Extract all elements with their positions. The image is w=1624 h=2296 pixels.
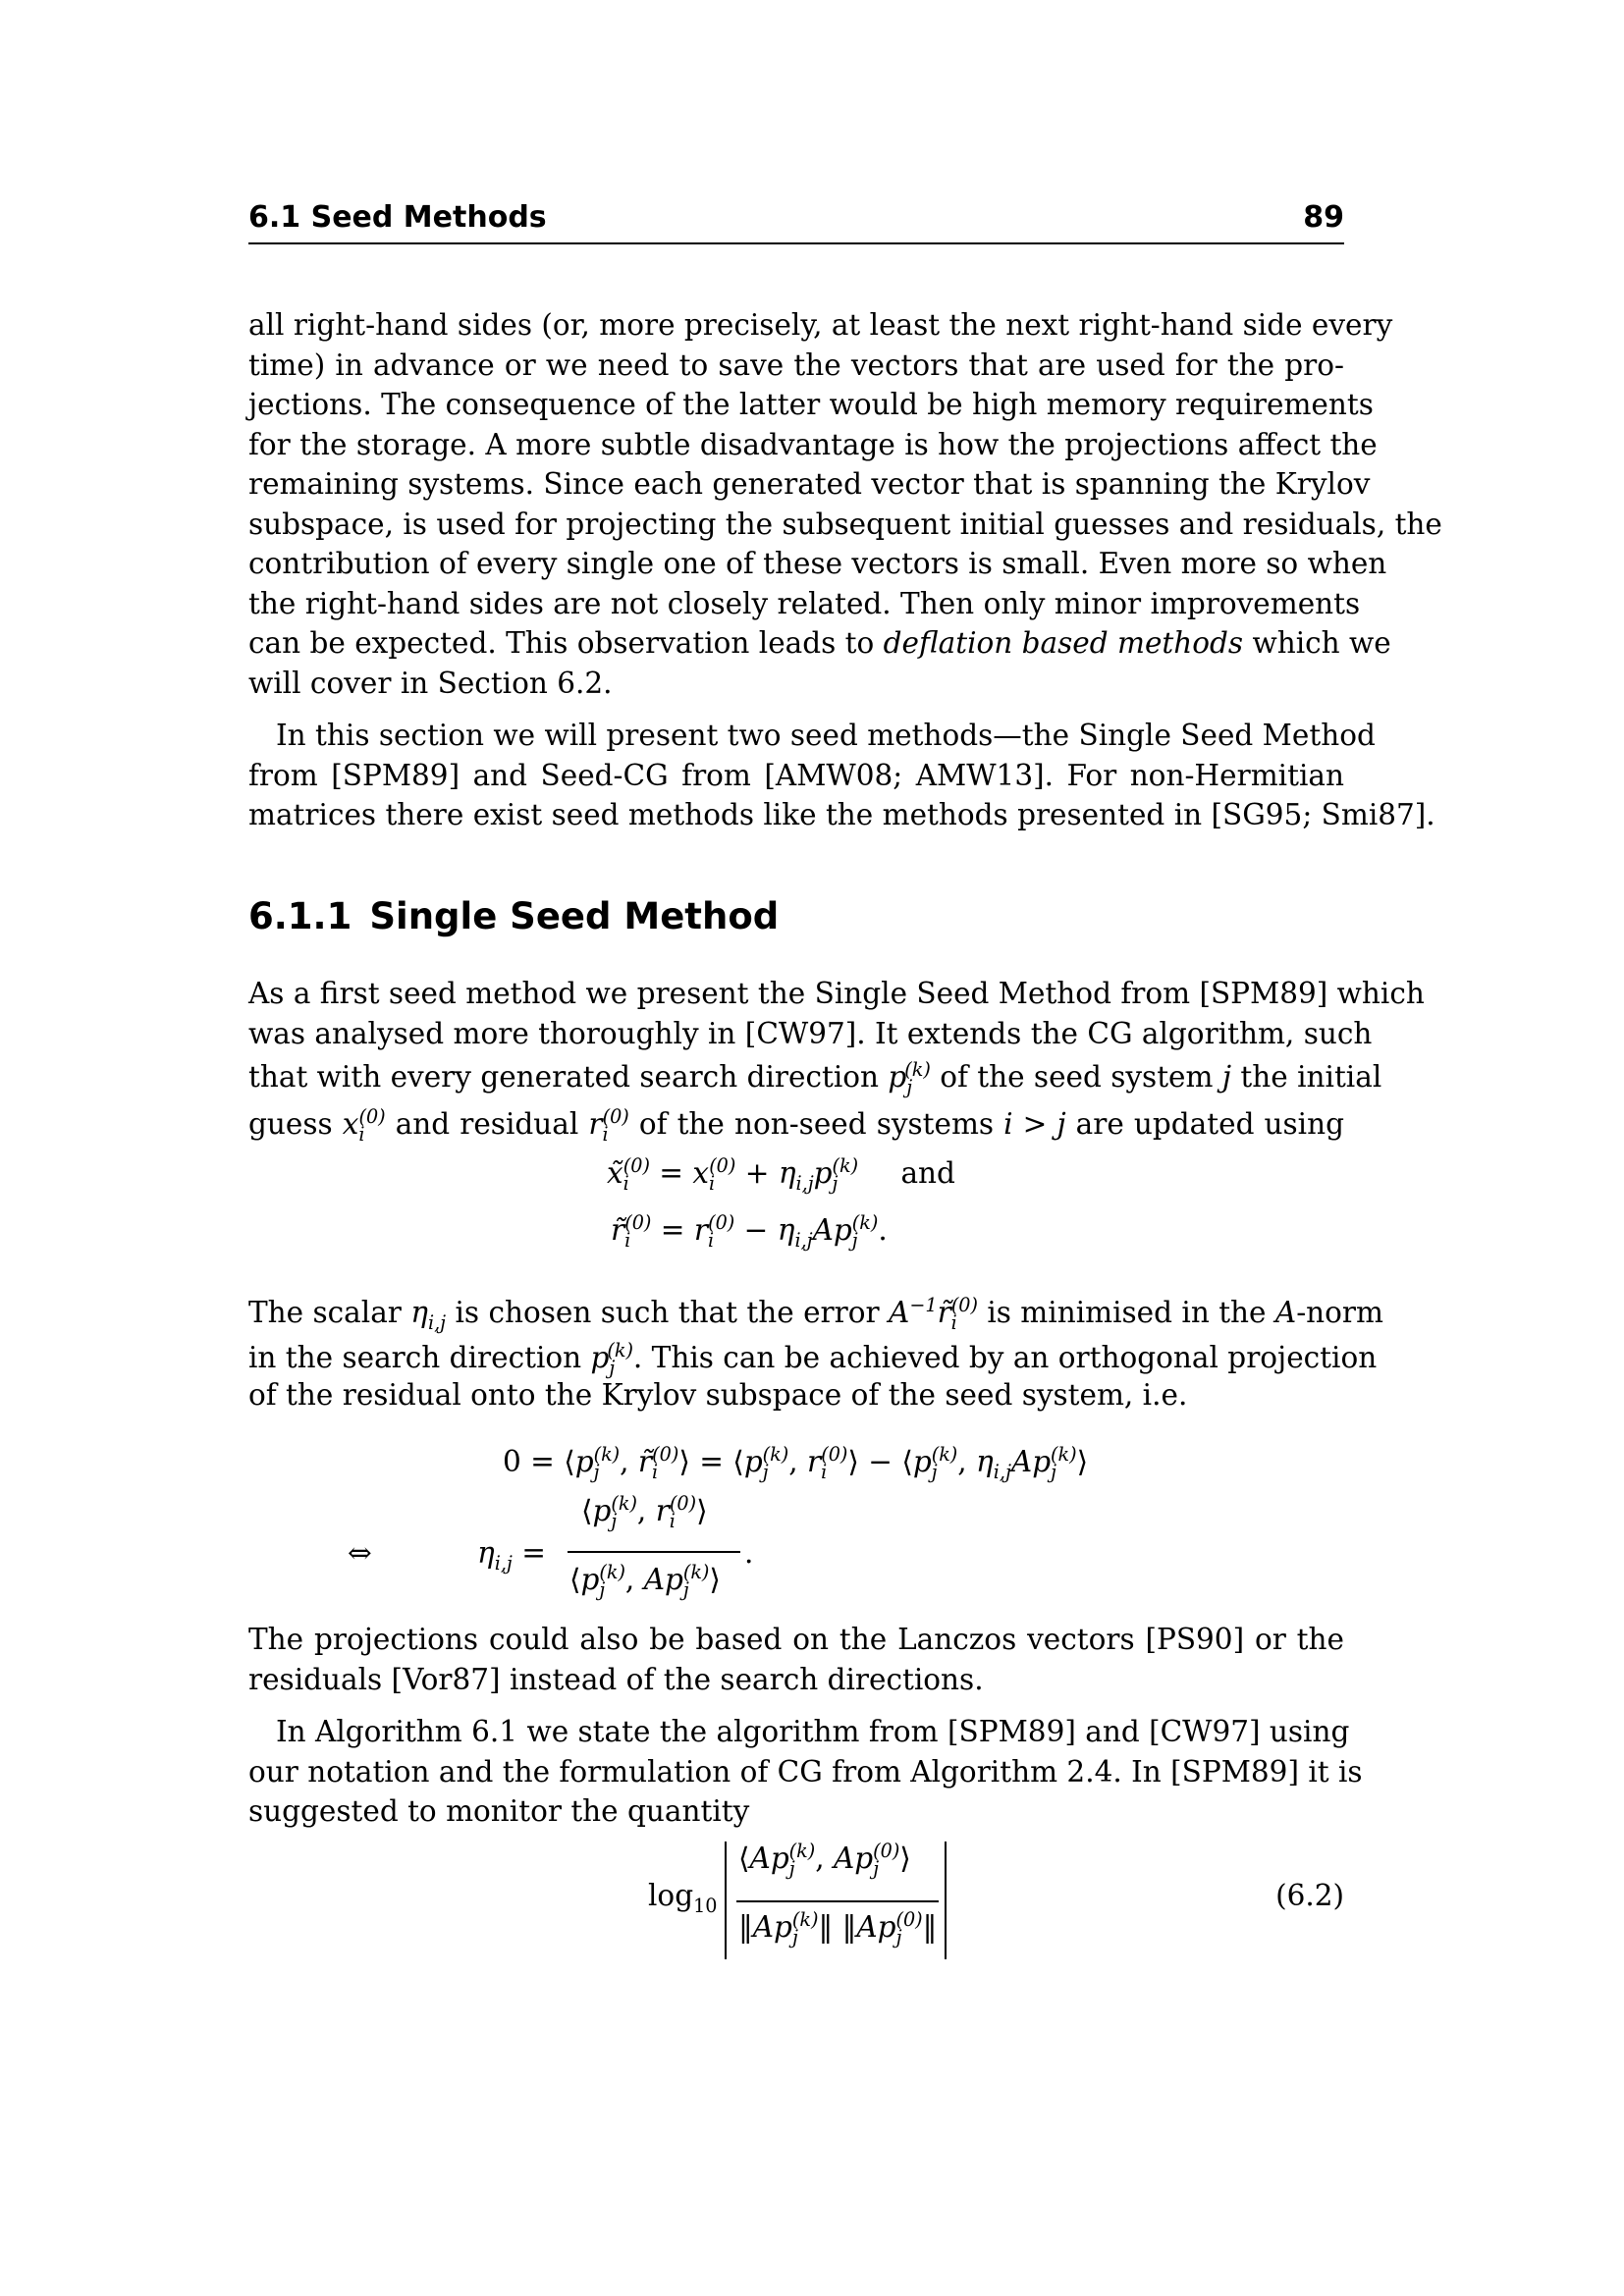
- equivalence-symbol: ⇔: [348, 1536, 372, 1570]
- equation-update-r: $r̃_i^{(0)} = r_i^{(0)} - \eta_{i,j}Ap_j^{(k)}$.: [611, 1211, 888, 1252]
- abs-bar-left: [725, 1842, 727, 1959]
- text-line: As a first seed method we present the Single Seed Method from [SPM89] which: [248, 977, 1425, 1010]
- paragraph-2: [248, 716, 1435, 835]
- paragraph-4: [248, 1289, 1384, 1415]
- paragraph-5: [248, 1620, 1344, 1699]
- equation-log10: $\log_{10}$: [648, 1879, 718, 1917]
- equation-eta-denominator: $⟨p_j^{(k)}$, $Ap_j^{(k)}⟩$: [569, 1561, 721, 1601]
- text-line: from [SPM89] and Seed-CG from [AMW08; AMW13]. For non-Hermitian: [248, 758, 1344, 792]
- equation-eta-numerator: $⟨p_j^{(k)}$, $r_i^{(0)}⟩$: [581, 1492, 708, 1532]
- abs-bar-right: [945, 1842, 947, 1959]
- emphasis-term: deflation based methods: [883, 626, 1244, 660]
- text-line: The scalar $\eta_{i,j}$ is chosen such that the error $A^{-1}r̃_i^{(0)}$ is minimised in the A-norm: [248, 1294, 1384, 1334]
- text-line: suggested to monitor the quantity: [248, 1794, 750, 1828]
- text-line: of the residual onto the Krylov subspace of the seed system, i.e.: [248, 1378, 1188, 1412]
- text-line: time) in advance or we need to save the vectors that are used for the pro-: [248, 347, 1344, 382]
- equation-period: .: [744, 1536, 754, 1570]
- fraction-bar-62: [736, 1900, 939, 1902]
- text-line: In Algorithm 6.1 we state the algorithm from [SPM89] and [CW97] using: [276, 1715, 1350, 1748]
- text-line: that with every generated search direction $p_j^{(k)}$ of the seed system j the initial: [248, 1058, 1382, 1098]
- equation-62-denominator: $‖Ap_j^{(k)}‖$ $‖Ap_j^{(0)}‖$: [738, 1908, 938, 1949]
- text-line: residuals [Vor87] instead of the search directions.: [248, 1662, 984, 1696]
- subsection-number: 6.1.1: [248, 895, 352, 937]
- text-line: in the search direction $p_j^{(k)}$. This can be achieved by an orthogonal projection: [248, 1339, 1378, 1379]
- running-header: [248, 200, 1344, 238]
- math-x-i-0: $x_i^{(0)}$: [342, 1105, 386, 1146]
- equation-projection: $0 = ⟨p_j^{(k)}$, $r̃_i^{(0)}⟩$ = $⟨p_j^{(k)}$, $r_i^{(0)}⟩$ − $⟨p_j^{(k)}$, $\eta_{i,j}Ap_j^{(k)}⟩$: [503, 1443, 1089, 1483]
- text-line: was analysed more thoroughly in [CW97]. It extends the CG algorithm, such: [248, 1016, 1373, 1050]
- paragraph-1: [248, 305, 1442, 703]
- equation-62-numerator: $⟨Ap_j^{(k)}$, $Ap_j^{(0)}⟩$: [738, 1840, 911, 1880]
- paragraph-3: [248, 974, 1425, 1148]
- text-line: for the storage. A more subtle disadvantage is how the projections affect the: [248, 427, 1378, 461]
- text-line: all right-hand sides (or, more precisely, at least the next right-hand side every: [248, 308, 1393, 342]
- fraction-bar: [568, 1551, 740, 1553]
- equation-eta-lhs: $\eta_{i,j}$ =: [477, 1536, 546, 1575]
- equation-number: (6.2): [1275, 1879, 1344, 1912]
- text-line: contribution of every single one of these vectors is small. Even more so when: [248, 547, 1387, 580]
- text-line: subspace, is used for projecting the subsequent initial guesses and residuals, the: [248, 507, 1442, 541]
- page-number: 89: [1303, 200, 1344, 235]
- equation-update-x: $x̃_i^{(0)} = x_i^{(0)} + \eta_{i,j}p_j^{(k)}$ and: [607, 1154, 955, 1195]
- subsection-heading: [248, 895, 779, 937]
- text-line: matrices there exist seed methods like the methods presented in [SG95; Smi87].: [248, 798, 1435, 831]
- math-r-i-0: $r_i^{(0)}$: [588, 1105, 629, 1146]
- text-line: the right-hand sides are not closely related. Then only minor improvements: [248, 586, 1361, 620]
- header-section-title: 6.1 Seed Methods: [248, 200, 547, 235]
- text-line: can be expected. This observation leads to deflation based methods which we: [248, 626, 1391, 660]
- text-line: In this section we will present two seed methods—the Single Seed Method: [276, 719, 1376, 752]
- text-line: our notation and the formulation of CG from Algorithm 2.4. In [SPM89] it is: [248, 1754, 1363, 1789]
- equation-and: and: [900, 1156, 955, 1190]
- header-rule: [248, 242, 1344, 244]
- text-line: The projections could also be based on the Lanczos vectors [PS90] or the: [248, 1623, 1344, 1656]
- subsection-title: Single Seed Method: [369, 895, 780, 937]
- text-line: will cover in Section 6.2.: [248, 666, 613, 700]
- text-line: guess $x_i^{(0)}$ and residual $r_i^{(0)}$ of the non-seed systems i > j are updated using: [248, 1105, 1344, 1146]
- math-p-j-k: $p_j^{(k)}$: [888, 1058, 931, 1098]
- text-line: remaining systems. Since each generated vector that is spanning the Krylov: [248, 467, 1371, 501]
- paragraph-6: [248, 1712, 1363, 1832]
- text-line: jections. The consequence of the latter would be high memory requirements: [248, 388, 1374, 421]
